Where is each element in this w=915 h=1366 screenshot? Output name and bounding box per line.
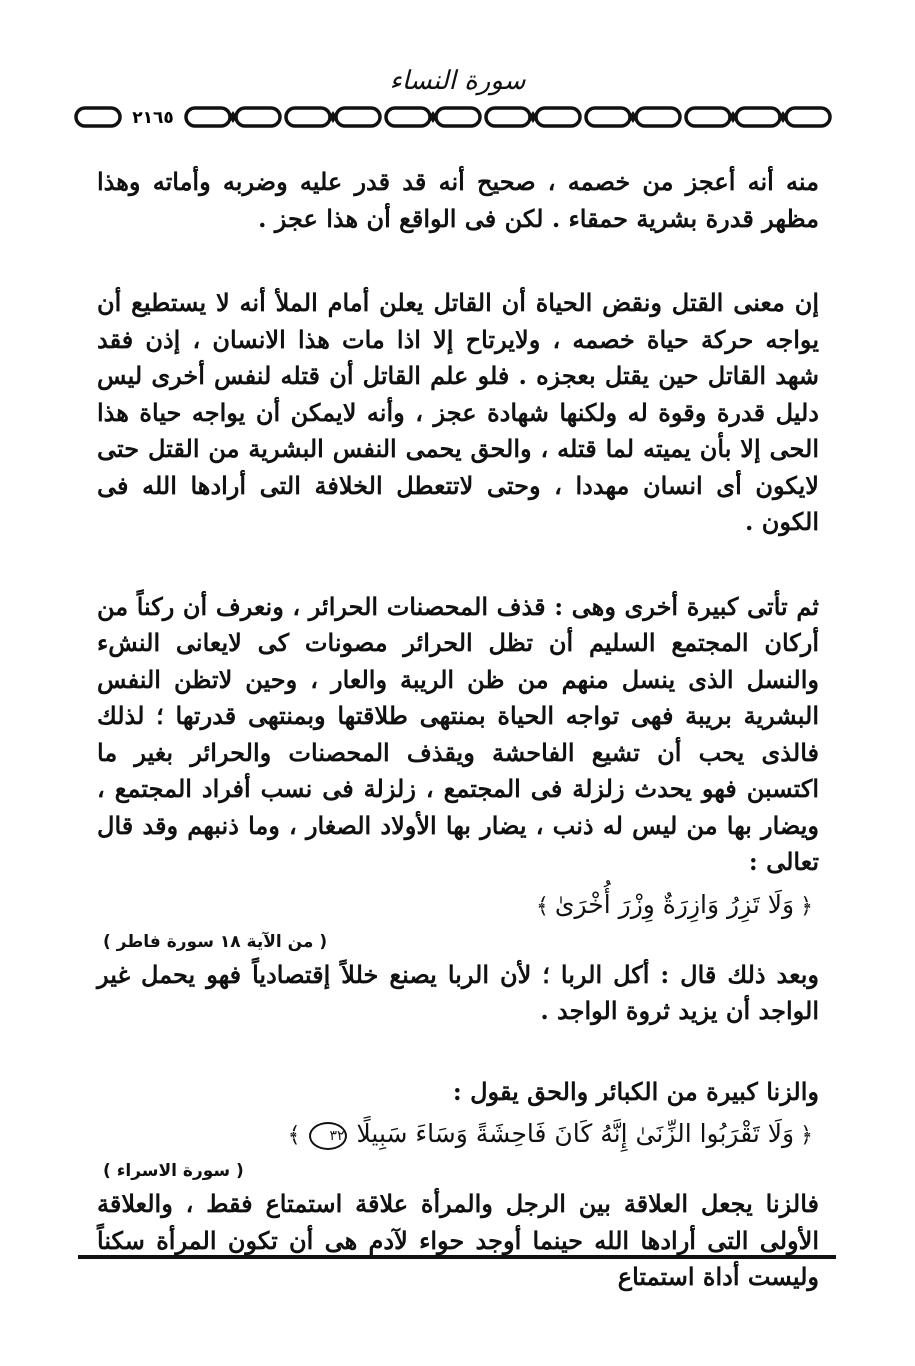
header-ornament-chain xyxy=(74,100,836,134)
surah-title: سورة النساء xyxy=(389,66,526,96)
paragraph-5: والزنا كبيرة من الكبائر والحق يقول : xyxy=(452,1076,819,1106)
page-number: ٢١٦٥ xyxy=(132,108,174,128)
paragraph-4: وبعد ذلك قال : أكل الربا ؛ لأن الربا يصنع خللاً إقتصادياً فهو يحمل غير الواجد أن يزيد ثروة الواجد . xyxy=(97,959,819,1025)
quran-verse-1 xyxy=(97,885,819,927)
verse-close-bracket: ﴾ xyxy=(536,893,549,919)
paragraph-2: إن معنى القتل ونقض الحياة أن القاتل يعلن أمام الملأ أنه لا يستطيع أن يواجه حركة حياة خصمه ، ولايرتاح إلا اذا مات هذا الانسان ، إذن فقد شهد القاتل حين يقتل بعجزه . فلو علم القاتل أن قتله لنفس أخرى ليس دليل قدرة وقوة له ولكنها شهادة عجز ، وأنه لايمكن أن يواجه حياة هذا الحى إلا بأن يميته لما قتله ، والحق يحمى النفس البشرية من القتل حتى لايكون أى انسان مهددا ، وحتى لاتتعطل الخلافة التى أرادها الله فى الكون . xyxy=(97,288,820,536)
verse-2-reference: ( سورة الاسراء ) xyxy=(103,1161,244,1181)
verse-open-bracket: ﴿ xyxy=(800,1123,813,1148)
ayah-number-marker: ٣٢ xyxy=(309,1122,347,1150)
verse-2-text: وَلَا تَقْرَبُوا الزِّنَىٰ إِنَّهُ كَانَ فَاحِشَةً وَسَاءَ سَبِيلًا xyxy=(356,1119,795,1148)
verse-open-bracket: ﴿ xyxy=(800,893,813,919)
footer-divider xyxy=(78,1255,836,1259)
paragraph-1: منه أنه أعجز من خصمه ، صحيح أنه قد قدر عليه وضربه وأماته وهذا مظهر قدرة بشرية حمقاء . لكن فى الواقع أن هذا عجز . xyxy=(97,167,819,233)
quran-verse-2 xyxy=(97,1114,819,1156)
page-body xyxy=(97,164,819,1296)
paragraph-6: فالزنا يجعل العلاقة بين الرجل والمرأة علاقة استمتاع فقط ، والعلاقة الأولى التى أرادها الله حينما أوجد حواء لآدم هى أن تكون المرأة سكناً وليست أداة استمتاع xyxy=(97,1189,819,1291)
verse-close-bracket: ﴾ xyxy=(287,1123,301,1148)
paragraph-3: ثم تأتى كبيرة أخرى وهى : قذف المحصنات الحرائر ، ونعرف أن ركناً من أركان المجتمع السليم أن تظل الحرائر مصونات كى لايعانى النشء والنسل الذى ينسل منهم من ظن الريبة والعار ، وحين لاتظن النفس البشرية بريبة فهى تواجه الحياة بمنتهى طلاقتها وبمنتهى قدرتها ؛ لذلك فالذى يحب أن تشيع الفاحشة ويقذف المحصنات والحرائر بغير ما اكتسبن فهو يحدث زلزلة فى المجتمع ، زلزلة فى نسب أفراد المجتمع ، ويضار بها من ليس له ذنب ، يضار بها الأولاد الصغار ، وما ذنبهم وقد قال تعالى : xyxy=(97,591,819,876)
verse-1-reference: ( من الآية ١٨ سورة فاطر ) xyxy=(103,931,328,952)
verse-1-text: وَلَا تَزِرُ وَازِرَةٌ وِزْرَ أُخْرَىٰ xyxy=(554,889,795,919)
